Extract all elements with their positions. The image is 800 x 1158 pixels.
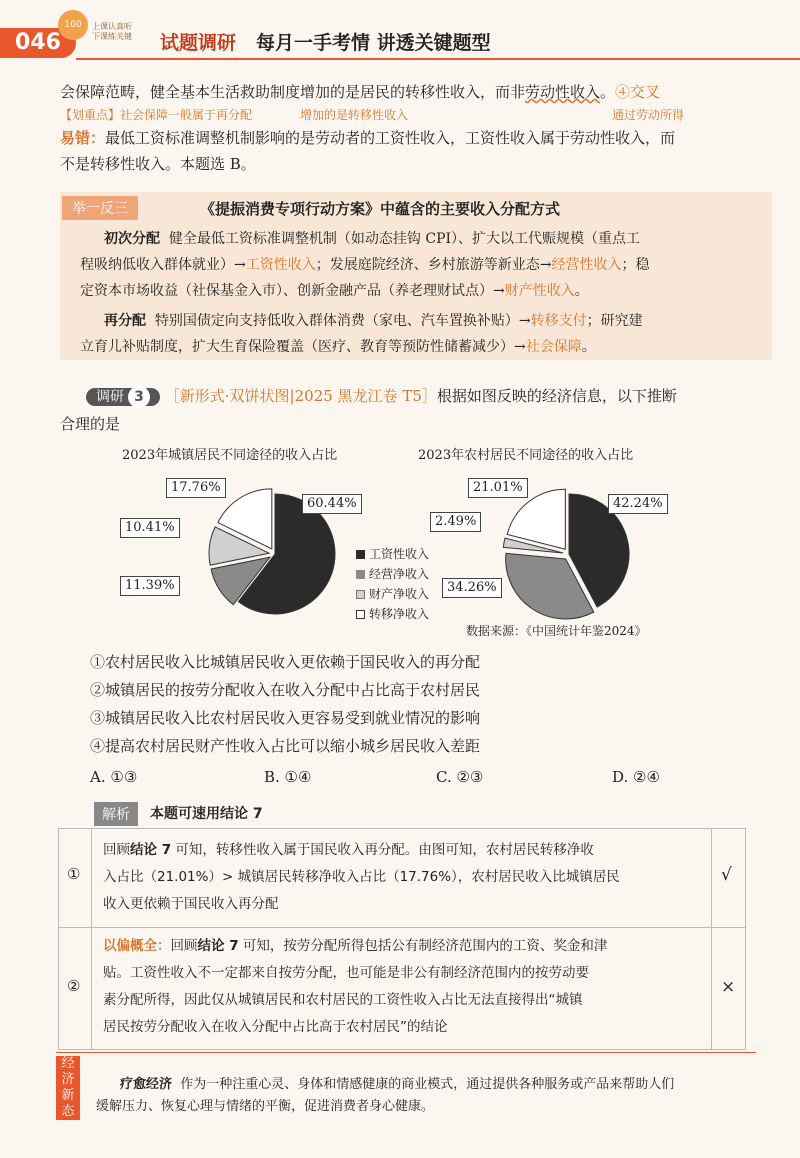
rural-chart-title: 2023年农村居民不同途径的收入占比 <box>418 448 634 463</box>
legend-transfer: 转移净收入 <box>356 604 429 624</box>
brand-slogan: 上课认真听 下课练关键 <box>92 22 132 41</box>
rural-label-property: 2.49% <box>430 512 481 532</box>
row1-number: ① <box>67 865 81 883</box>
choice-b: B. ①④ <box>264 768 312 786</box>
first-distribution-line-3: 定资本市场收益（社保基金入市）、创新金融产品（养老理财试点）→财产性收入。 <box>80 283 589 299</box>
extension-title: 《提振消费专项行动方案》中蕴含的主要收入分配方式 <box>200 200 561 218</box>
legend-wage: 工资性收入 <box>356 544 429 564</box>
urban-chart-title: 2023年城镇居民不同途径的收入占比 <box>122 448 338 463</box>
legend-business: 经营净收入 <box>356 564 429 584</box>
page-number: 046 <box>0 28 76 58</box>
intro-line-1: 会保障范畴，健全基本生活救助制度增加的是居民的转移性收入，而非劳动性收入。④交叉 <box>60 83 661 101</box>
analysis-tag: 解析 <box>94 802 138 826</box>
rural-label-transfer: 21.01% <box>468 478 528 498</box>
redistribution-line-1: 再分配 特别国债定向支持低收入群体消费（家电、汽车置换补贴）→转移支付；研究建 <box>104 313 643 329</box>
first-distribution-line-1: 初次分配 健全最低工资标准调整机制（如动态挂钩 CPI）、扩大以工代赈规模（重点工 <box>104 231 641 247</box>
note-key-point: 【划重点】社会保障一般属于再分配 <box>60 108 253 122</box>
choice-d: D. ②④ <box>612 768 660 786</box>
legend-property: 财产净收入 <box>356 584 429 604</box>
urban-label-business: 11.39% <box>120 576 180 596</box>
section-title: 试题调研 <box>160 32 237 54</box>
header-rule <box>76 58 800 60</box>
row2-number: ② <box>67 977 81 995</box>
first-distribution-line-2: 程吸纳低收入群体就业）→工资性收入；发展庭院经济、乡村旅游等新业态→经营性收入；稳 <box>80 257 650 273</box>
redistribution-line-2: 立育儿补贴制度，扩大生育保险覆盖（医疗、教育等预防性储蓄减少）→社会保障。 <box>80 339 596 355</box>
option-1: ①农村居民收入比城镇居民收入更依赖于国民收入的再分配 <box>90 653 481 671</box>
brand-logo: 100 <box>58 10 88 40</box>
urban-label-transfer: 17.76% <box>166 478 226 498</box>
section-subtitle: 每月一手考情 讲透关键题型 <box>256 32 491 54</box>
intro-line-3: 不是转移性收入。本题选 B。 <box>60 155 256 173</box>
row1-correct-mark: √ <box>721 865 732 885</box>
option-3: ③城镇居民收入比农村居民收入更容易受到就业情况的影响 <box>90 709 481 727</box>
row2-text: 以偏概全：回顾结论 7 可知，按劳分配所得包括公有制经济范围内的工资、奖金和津 贴。工资性收入不一定都来自按劳分配，也可能是非公有制经济范围内的按劳动要 素分配所得，因此仅从城镇居民和农村居民的工资性收入占比无法直接得出“城镇 居民按劳分配收入在收入分配中占比高于农村居民”的结论 <box>103 938 608 1035</box>
rural-slice-transfer <box>507 489 565 549</box>
extension-tag: 举一反三 <box>62 196 138 220</box>
footer-rule <box>56 1052 756 1053</box>
question-stem-2: 合理的是 <box>60 415 121 433</box>
analysis-title: 本题可速用结论 7 <box>150 806 263 822</box>
chart-legend <box>356 544 429 624</box>
choice-a: A. ①③ <box>90 768 138 786</box>
option-2: ②城镇居民的按劳分配收入在收入分配中占比高于农村居民 <box>90 681 481 699</box>
question-tag: 调研 3 <box>86 388 160 406</box>
data-source: 数据来源：《中国统计年鉴2024》 <box>466 624 647 638</box>
row2-wrong-mark: × <box>721 977 736 997</box>
choice-c: C. ②③ <box>436 768 484 786</box>
analysis-table <box>58 828 746 1050</box>
urban-label-property: 10.41% <box>120 518 180 538</box>
footer-text: 疗愈经济 作为一种注重心灵、身体和情感健康的商业模式，通过提供各种服务或产品来帮助人们 缓解压力、恢复心理与情绪的平衡，促进消费者身心健康。 <box>96 1077 675 1114</box>
rural-label-business: 34.26% <box>442 578 502 598</box>
note-labor: 通过劳动所得 <box>612 108 685 122</box>
row1-text: 回顾结论 7 可知，转移性收入属于国民收入再分配。由图可知，农村居民转移净收 入占比（21.01%）> 城镇居民转移净收入占比（17.76%），农村居民收入比城镇居民 收入更依赖于国民收入再分配 <box>103 842 620 912</box>
urban-label-wage: 60.44% <box>302 494 362 514</box>
footer-side-tag: 经济新态 <box>56 1056 80 1120</box>
option-4: ④提高农村居民财产性收入占比可以缩小城乡居民收入差距 <box>90 737 481 755</box>
note-transfer: 增加的是转移性收入 <box>300 108 409 122</box>
rural-label-wage: 42.24% <box>608 494 668 514</box>
question-stem: 调研 3 ［新形式·双饼状图|2025 黑龙江卷 T5］根据如图反映的经济信息，以下推断 <box>86 384 786 410</box>
intro-line-2: 易错：最低工资标准调整机制影响的是劳动者的工资性收入，工资性收入属于劳动性收入，而 <box>60 129 676 147</box>
